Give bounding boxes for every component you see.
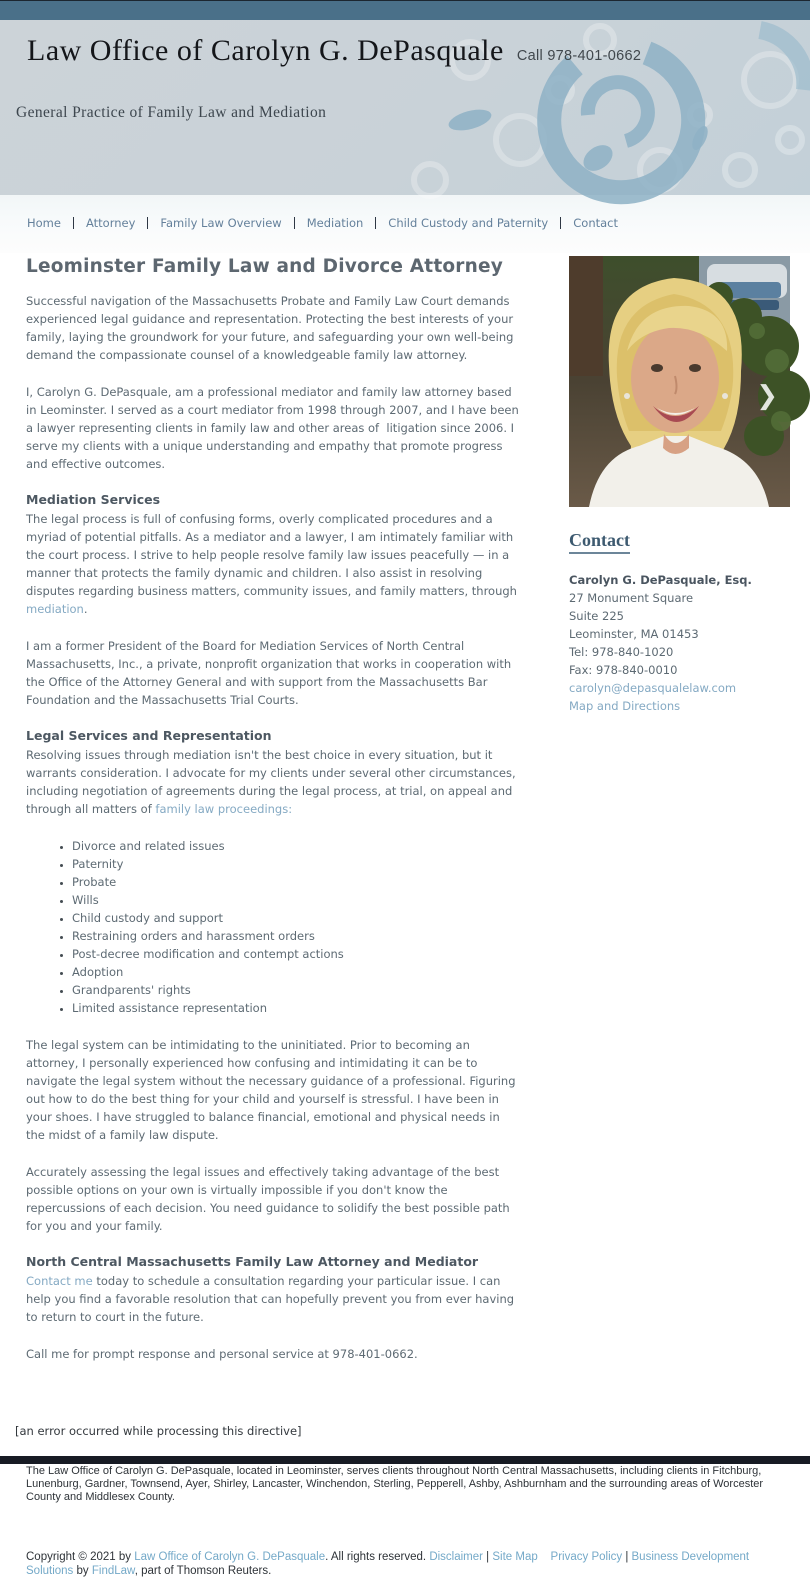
contact-address-line1: 27 Monument Square (569, 591, 694, 605)
nav-item-child-custody[interactable]: Child Custody and Paternity (388, 216, 549, 230)
bottom-color-bar (0, 1456, 810, 1464)
mediation-services-heading: Mediation Services (26, 492, 161, 507)
contact-me-paragraph (26, 1272, 520, 1326)
sidebar (569, 256, 790, 1382)
mediation-paragraph-2: I am a former President of the Board for Mediation Services of North Central Massachusetts, Inc., a private, nonprofit organization that works in cooperation with the Office of the Attorney General and with support from the Massachusetts Bar Foundation and the Massachusetts Trial Courts. (26, 639, 512, 707)
list-item: • Grandparents' rights (72, 981, 520, 999)
footer-disclaimer: The Law Office of Carolyn G. DePasquale, located in Leominster, serves clients throughout North Central Massachusetts, including clients in Fitchburg, Lunenburg, Gardner, Townsend, Ayer, Shirley, Lancaster, Winchendon, Sterling, Pepperell, Ashby, Ashburnham and the surrounding areas of Worcester County and Middlesex County. (26, 1465, 764, 1503)
contact-fax: Fax: 978-840-0010 (569, 663, 678, 677)
nav-item-mediation[interactable]: Mediation (306, 216, 364, 230)
list-item: • Divorce and related issues (72, 837, 520, 855)
list-item: • Paternity (72, 855, 520, 873)
north-central-heading: North Central Massachusetts Family Law Attorney and Mediator (26, 1254, 479, 1269)
copyright-separator: | (622, 1551, 632, 1563)
main-content (26, 256, 520, 1382)
site-tagline: General Practice of Family Law and Mediation (16, 104, 327, 121)
footer-copyright (26, 1550, 784, 1578)
mediation-paragraph-1-end: . (83, 602, 88, 616)
contact-tel: Tel: 978-840-1020 (569, 645, 674, 659)
list-item: • Probate (72, 873, 520, 891)
nav-item-contact[interactable]: Contact (573, 216, 618, 230)
site-map-link[interactable]: Site Map (492, 1551, 538, 1563)
page-title: Leominster Family Law and Divorce Attorney (26, 256, 503, 277)
contact-name: Carolyn G. DePasquale, Esq. (569, 573, 752, 587)
nav-separator (560, 217, 561, 229)
intro-paragraph-2: I, Carolyn G. DePasquale, am a professional mediator and family law attorney based in Leominster. I served as a court mediator from 1998 through 2007, and I have been a lawyer representing clients in family law and other areas of litigation since 2006. I serve my clients with a unique understanding and empathy that promote progress and effective outcomes. (26, 385, 519, 471)
nav-separator (294, 217, 295, 229)
contact-address-line3: Leominster, MA 01453 (569, 627, 699, 641)
mediation-link[interactable]: mediation (26, 602, 84, 616)
contact-heading-link[interactable]: Contact (569, 530, 630, 554)
practice-areas-list (26, 837, 520, 1017)
intro-paragraph-1: Successful navigation of the Massachusetts Probate and Family Law Court demands experienced legal guidance and representation. Protecting the best interests of your family, laying the groundwork for your future, and safeguarding your own well-being demand the compassionate counsel of a knowledgeable family law attorney. (26, 294, 514, 362)
business-development-solutions-link[interactable]: Business Development Solutions (26, 1551, 750, 1577)
closing-paragraph-2: Accurately assessing the legal issues and effectively taking advantage of the best possible options on your own is virtually impossible if you don't know the repercussions of each decision. You need guidance to solidify the best possible path for you and your family. (26, 1165, 510, 1233)
list-item: • Restraining orders and harassment orders (72, 927, 520, 945)
mediation-paragraph-1-text: The legal process is full of confusing forms, overly complicated procedures and a myriad of potential pitfalls. As a mediator and a lawyer, I am intimately familiar with the court process. I strive to help people resolve family law issues peacefully — in a manner that protects the family dynamic and children. I also assist in resolving disputes regarding business matters, community issues, and family matters, through (26, 512, 517, 598)
main-navigation (0, 195, 810, 253)
call-line: Call me for prompt response and personal service at 978-401-0662. (26, 1347, 418, 1361)
contact-email-link[interactable]: carolyn@depasqualelaw.com (569, 681, 737, 695)
copyright-gap (538, 1551, 551, 1563)
list-item: • Limited assistance representation (72, 999, 520, 1017)
nav-separator (375, 217, 376, 229)
copyright-prefix: Copyright © 2021 by (26, 1551, 135, 1563)
family-law-proceedings-link[interactable]: family law proceedings: (155, 802, 293, 816)
server-directive-error-text: [an error occurred while processing this directive] (15, 1424, 302, 1438)
nav-item-attorney[interactable]: Attorney (85, 216, 136, 230)
photo-next-chevron-icon[interactable]: ❯ (756, 381, 778, 411)
contact-info (569, 571, 790, 715)
nav-separator (73, 217, 74, 229)
contact-me-link[interactable]: Contact me (26, 1274, 93, 1288)
copyright-separator: | (482, 1551, 493, 1563)
list-item: • Wills (72, 891, 520, 909)
contact-address-line2: Suite 225 (569, 609, 624, 623)
attorney-photo (569, 256, 790, 507)
closing-paragraph-1: The legal system can be intimidating to the uninitiated. Prior to becoming an attorney, I personally experienced how confusing and intimidating it can be to navigate the legal system without the necessary guidance of a professional. Figuring out how to do the best thing for your child and yourself is stressful. I have been in your shoes. I have struggled to balance financial, emotional and physical needs in the midst of a family law dispute. (26, 1038, 516, 1142)
list-item: • Post-decree modification and contempt actions (72, 945, 520, 963)
findlaw-link[interactable]: FindLaw (91, 1565, 135, 1577)
copyright-suffix: , part of Thomson Reuters. (134, 1565, 272, 1577)
privacy-policy-link[interactable]: Privacy Policy (550, 1551, 623, 1563)
nav-separator (147, 217, 148, 229)
legal-services-heading: Legal Services and Representation (26, 728, 272, 743)
contact-me-paragraph-text: today to schedule a consultation regarding your particular issue. I can help you find a favorable resolution that can hopefully prevent you from ever having to return to court in the future. (26, 1274, 515, 1324)
header-banner (0, 20, 810, 195)
top-color-bar (0, 0, 810, 20)
nav-item-family-law-overview[interactable]: Family Law Overview (160, 216, 282, 230)
copyright-mid: . All rights reserved. (325, 1551, 430, 1563)
map-directions-link[interactable]: Map and Directions (569, 699, 681, 713)
nav-item-home[interactable]: Home (27, 216, 61, 230)
legal-services-paragraph (26, 746, 520, 818)
disclaimer-link[interactable]: Disclaimer (429, 1551, 483, 1563)
copyright-by: by (73, 1565, 92, 1577)
list-item: • Adoption (72, 963, 520, 981)
site-title: Law Office of Carolyn G. DePasquale (27, 34, 504, 67)
firm-name-link[interactable]: Law Office of Carolyn G. DePasquale (134, 1551, 326, 1563)
legal-services-paragraph-text: Resolving issues through mediation isn't the best choice in every situation, but it warrants consideration. I advocate for my clients under several other circumstances, including negotiation of agreements during the legal process, at trial, on appeal and through all matters of (26, 748, 516, 816)
mediation-paragraph-1 (26, 510, 520, 618)
list-item: • Child custody and support (72, 909, 520, 927)
header-phone: Call 978-401-0662 (516, 48, 642, 64)
